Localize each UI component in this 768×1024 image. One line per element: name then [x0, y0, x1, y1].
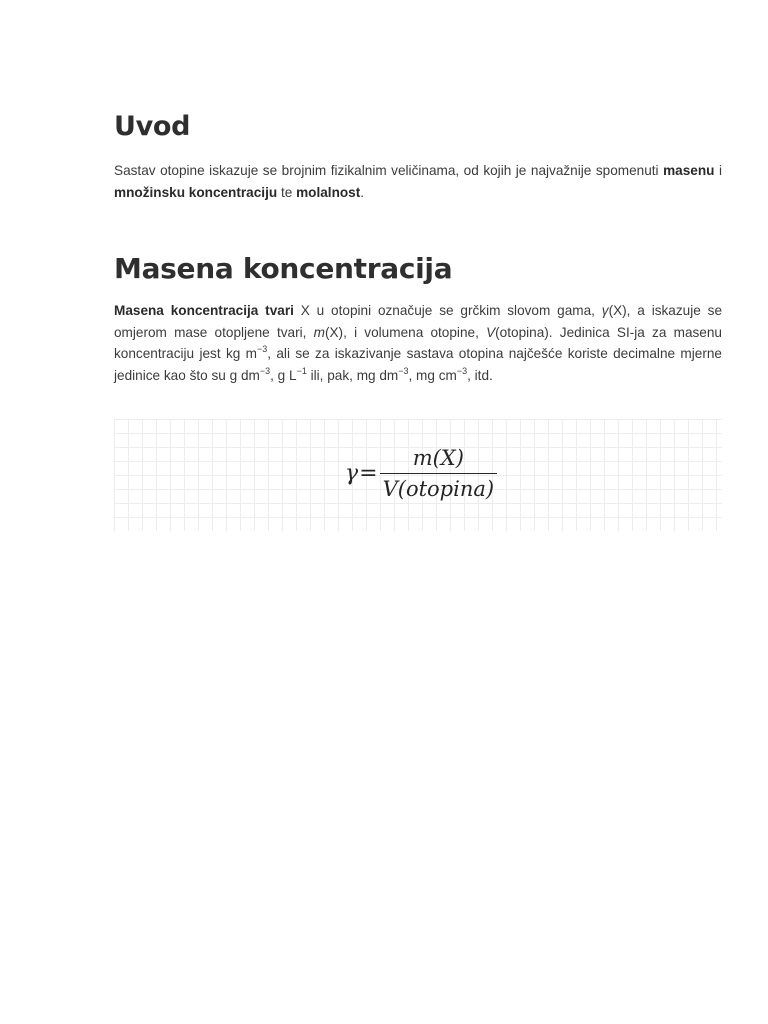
section-heading-uvod: Uvod [114, 111, 191, 142]
formula-denominator: V(otopina) [382, 477, 495, 501]
formula-grid-panel [114, 419, 722, 531]
formula-equals: = [359, 461, 378, 486]
intro-paragraph: Sastav otopine iskazuje se brojnim fizikalnim veličinama, od kojih je najvažnije spomenuti masenu i množinsku koncentraciju te molalnost. [114, 163, 723, 200]
term-mnozinska: množinsku koncentraciju [114, 184, 278, 200]
term-masena: masenu [663, 163, 715, 178]
formula-gamma: γ [345, 461, 359, 486]
document-page [114, 108, 722, 531]
term-masena-koncentracija-tvari: Masena koncentracija tvari [114, 303, 294, 318]
mass-concentration-paragraph: Masena koncentracija tvari X u otopini označuje se grčkim slovom gama, γ(X), a iskazuje se omjerom mase otopljene tvari, m(X), i volumena otopine, V(otopina). Jedinica SI-ja za masenu koncentraciju jest kg $m^{-3}$, ali se za iskazivanje sastava otopina najčešće koriste decimalne mjerne jedinice kao što su g $dm^{-3}$, g $L^{-1}$ ili, pak, mg $dm^{-3}$, mg $cm^{-3}$, itd. [114, 303, 722, 383]
formula-numerator: m(X) [412, 446, 464, 470]
formula-fraction [380, 445, 497, 502]
fraction-bar [380, 473, 497, 474]
term-molalnost: molalnost [296, 184, 361, 200]
section-heading-masena-koncentracija: Masena koncentracija [114, 252, 453, 285]
mass-concentration-formula [345, 445, 497, 502]
